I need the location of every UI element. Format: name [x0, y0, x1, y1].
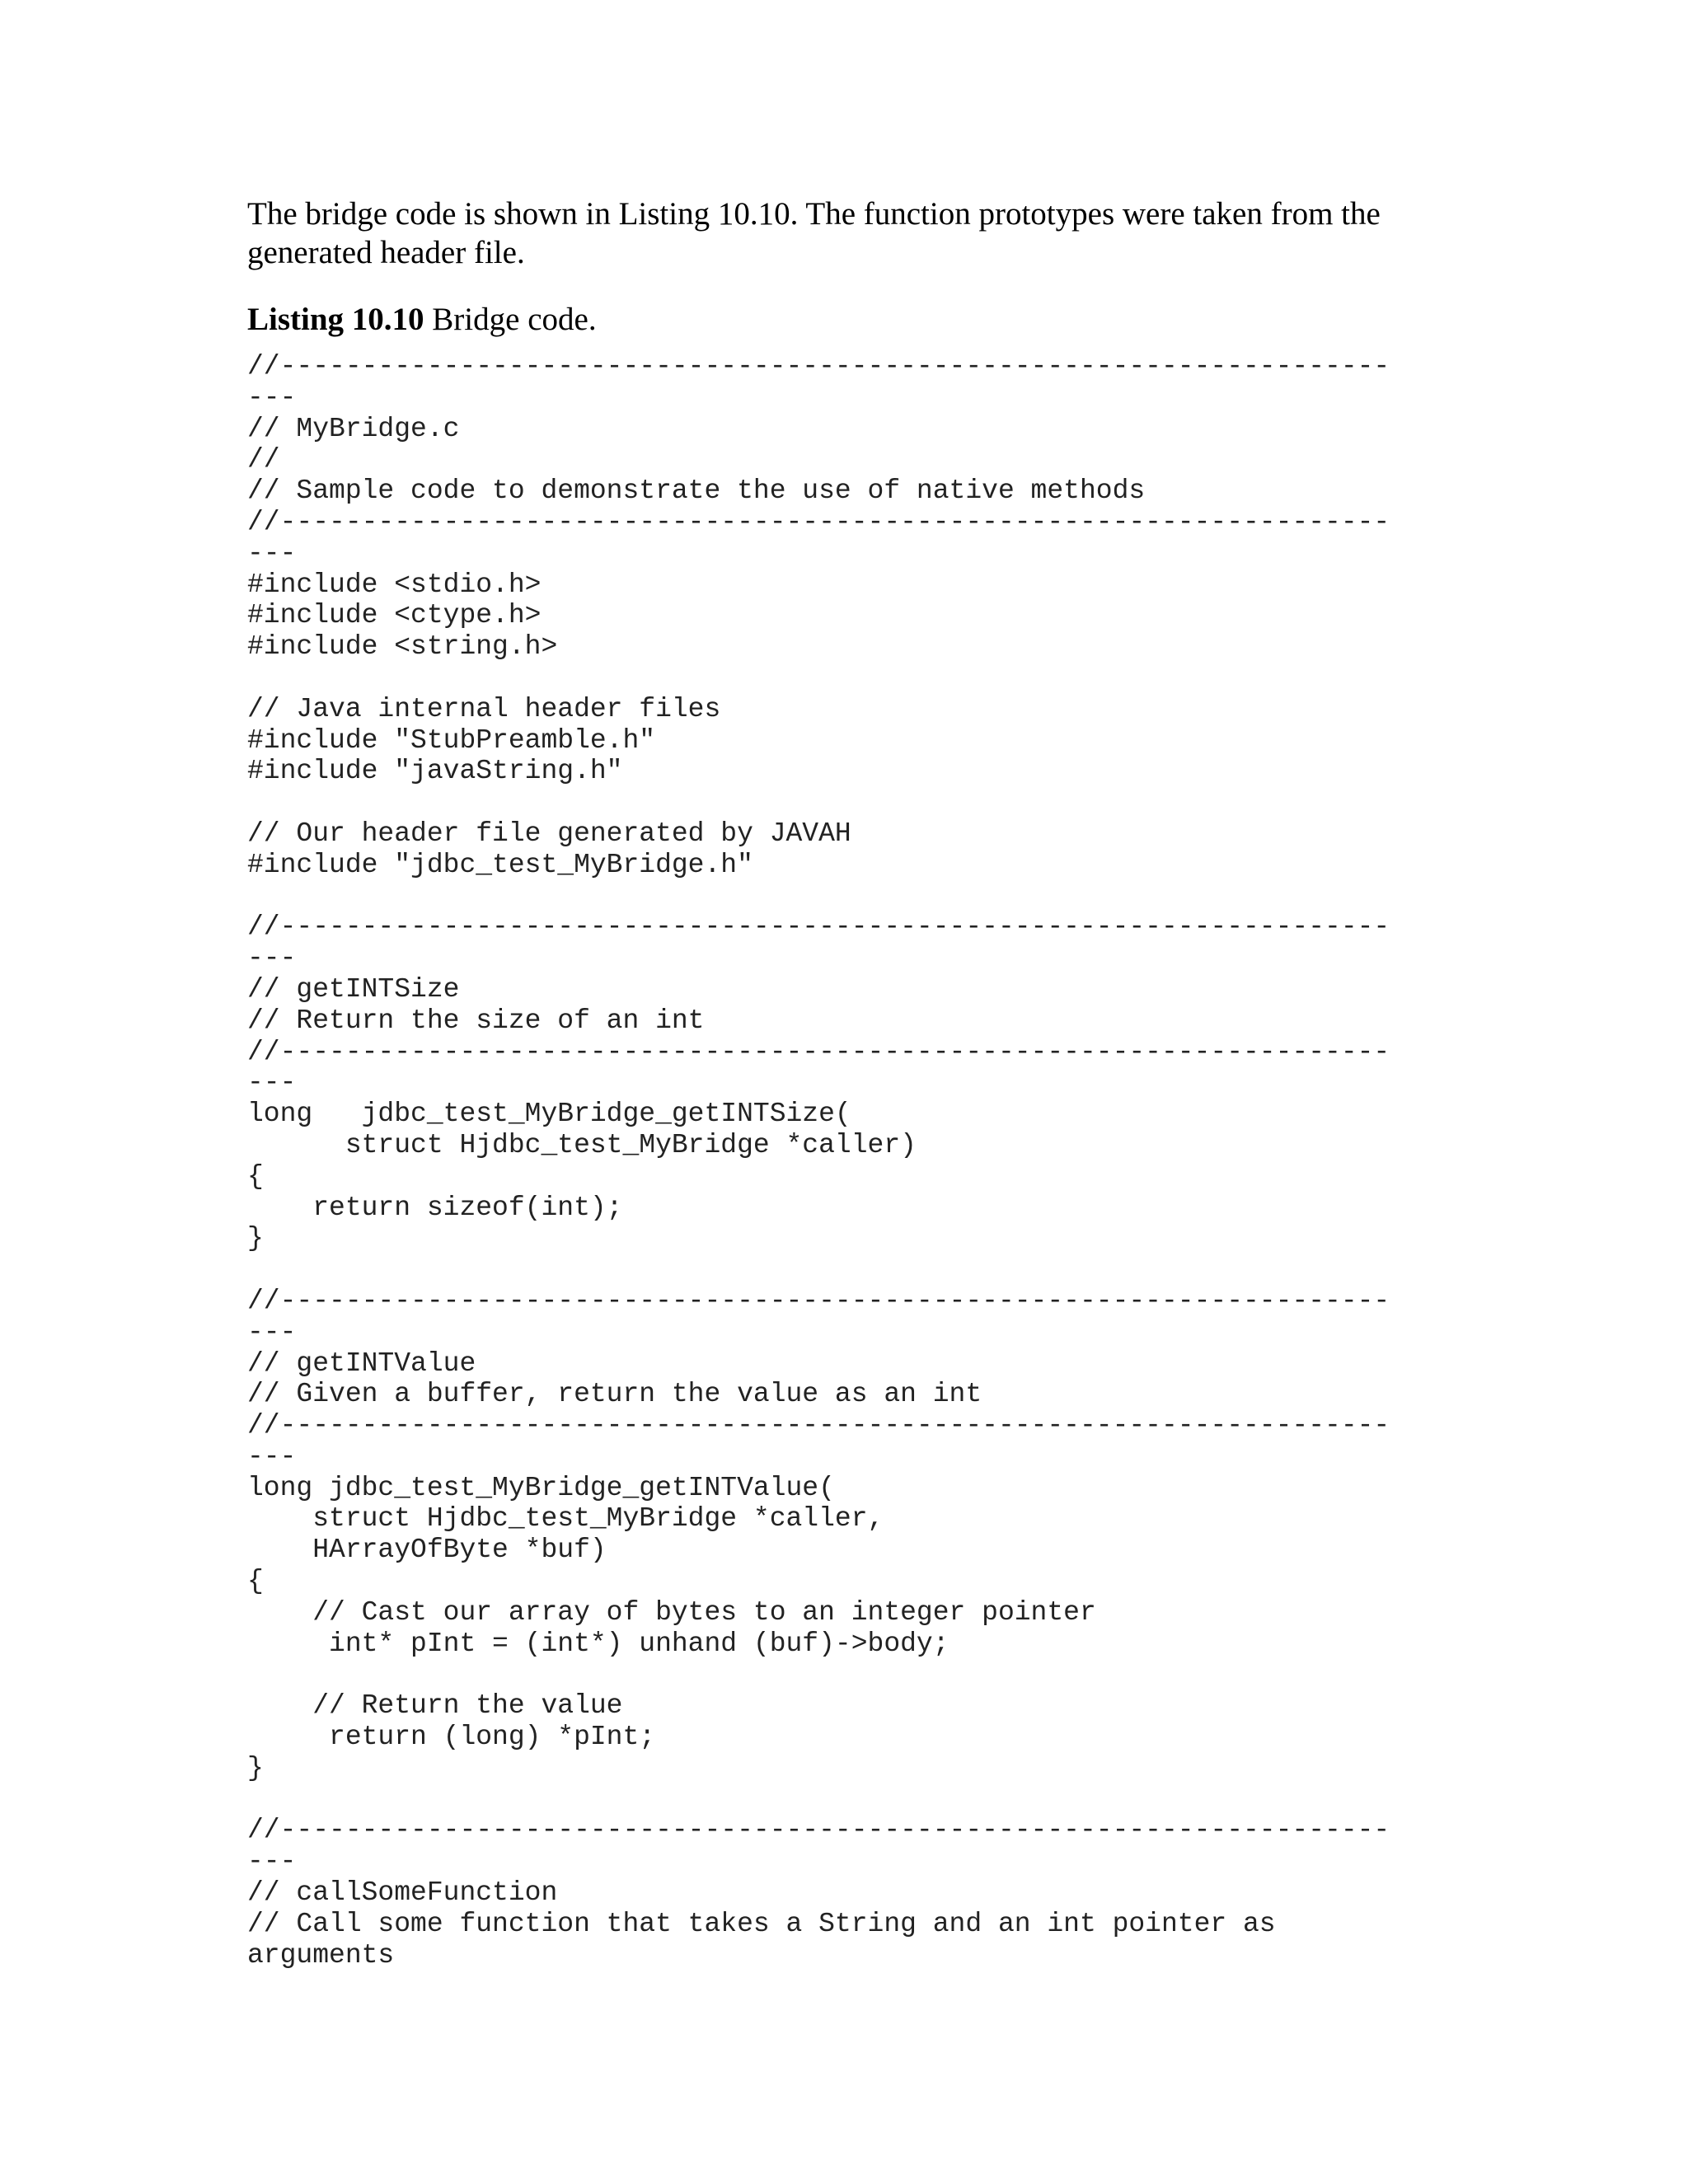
listing-caption: [247, 300, 597, 339]
intro-paragraph: The bridge code is shown in Listing 10.10. The function prototypes were taken from the generated header file.: [247, 196, 1381, 270]
listing-label: Listing 10.10: [247, 302, 424, 337]
listing-title: Bridge code.: [424, 302, 597, 337]
code-listing: //-------------------------------------------------------------------- --- // MyBridge.c // // Sample code to demonstrate the use of native methods //-------------------------------------------------------------------- --- #include <stdio.h> #include <ctype.h> #include <string.h> // Java internal header files #include "StubPreamble.h" #include "javaString.h" // Our header file generated by JAVAH #include "jdbc_test_MyBridge.h" //-------------------------------------------------------------------- --- // getINTSize // Return the size of an int //-------------------------------------------------------------------- --- long jdbc_test_MyBridge_getINTSize( struct Hjdbc_test_MyBridge *caller) { return sizeof(int); } //-------------------------------------------------------------------- --- // getINTValue // Given a buffer, return the value as an int //-------------------------------------------------------------------- --- long jdbc_test_MyBridge_getINTValue( struct Hjdbc_test_MyBridge *caller, HArrayOfByte *buf) { // Cast our array of bytes to an integer pointer int* pInt = (int*) unhand (buf)->body; // Return the value return (long) *pInt; } //-------------------------------------------------------------------- --- // callSomeFunction // Call some function that takes a String and an int pointer as arguments: [247, 351, 1390, 1971]
